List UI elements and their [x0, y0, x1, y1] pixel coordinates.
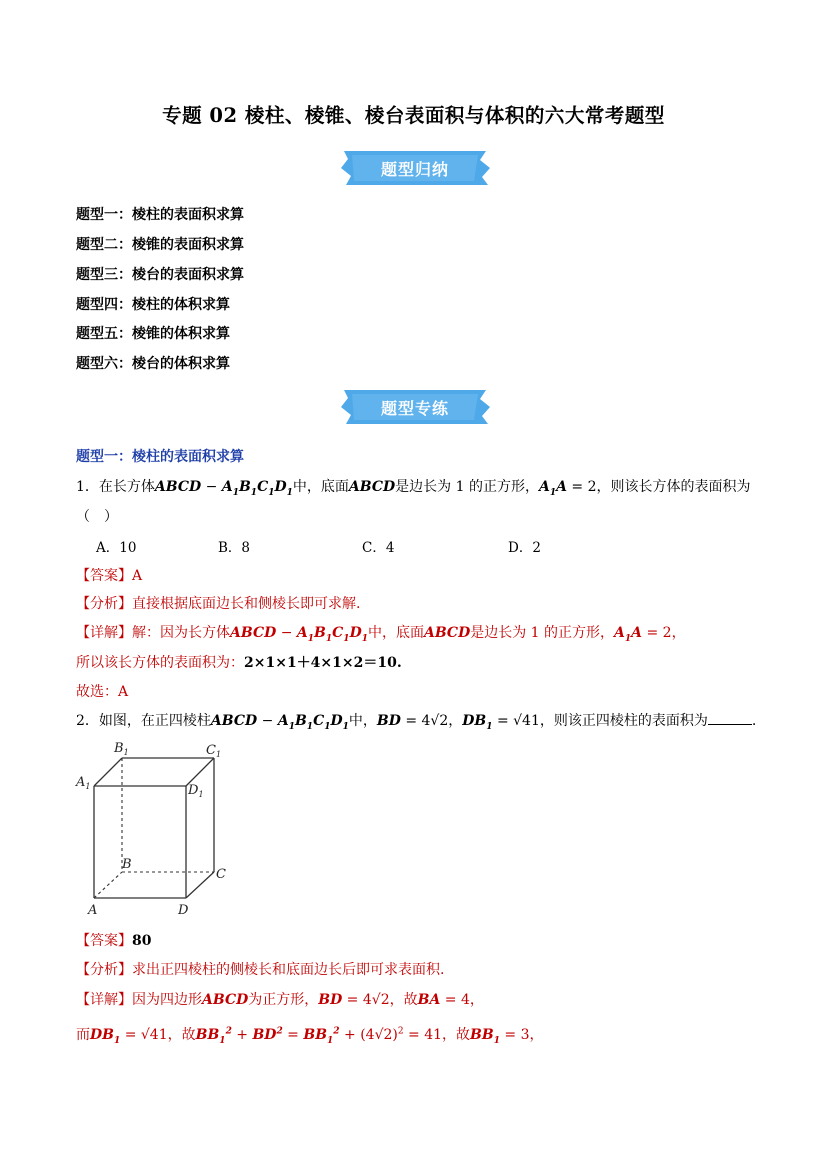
q2-answer: 【答案】80 [76, 933, 152, 949]
cuboid-figure [74, 738, 234, 918]
banner-summary [336, 148, 494, 188]
q1-answer: 【答案】A [76, 568, 143, 584]
q1-option-c: C．4 [362, 540, 395, 556]
category-item: 题型二：棱锥的表面积求算 [76, 237, 244, 253]
category-item: 题型三：棱台的表面积求算 [76, 267, 244, 283]
category-item: 题型五：棱锥的体积求算 [76, 326, 230, 342]
q1-option-b: B．8 [218, 540, 251, 556]
category-item: 题型六：棱台的体积求算 [76, 356, 230, 372]
banner-practice [336, 387, 494, 427]
banner-practice-label: 题型专练 [380, 399, 449, 418]
q2-detail-cont: 而$DB_1 = √41$，故$BB_1^2 + BD^2 = BB_1^2 + (4√2)^2 = 41$，故$BB_1 = 3$， [76, 1026, 544, 1046]
q1-choose: 故选：A [76, 684, 129, 700]
q1-option-a: A．10 [96, 540, 137, 556]
label-c1: $C_1$ [206, 743, 222, 759]
label-b1: $B_1$ [114, 741, 129, 757]
label-d1: $D_1$ [188, 783, 204, 799]
label-a: A [88, 903, 98, 918]
answer-blank [708, 712, 752, 725]
q2-stem: 2．如图，在正四棱柱ABCD − $A_1B_1C_1D_1$中，BD = 4√2，$DB_1 = √41$，则该正四棱柱的表面积为 . [76, 713, 757, 732]
banner-summary-label: 题型归纳 [380, 160, 449, 179]
label-d: D [178, 903, 189, 918]
category-item: 题型一：棱柱的表面积求算 [76, 207, 244, 223]
label-c: C [216, 867, 226, 882]
page-title: 专题 02 棱柱、棱锥、棱台表面积与体积的六大常考题型 [162, 104, 665, 127]
section-heading: 题型一：棱柱的表面积求算 [76, 449, 244, 465]
q1-detail-cont: 所以该长方体的表面积为：2×1×1＋4×1×2＝10. [76, 655, 402, 671]
q1-paren: （ ） [76, 509, 118, 525]
q1-stem: 1．在长方体ABCD − $A_1B_1C_1D_1$中，底面ABCD是边长为 1 的正方形，$A_1A = 2$，则该长方体的表面积为 [76, 479, 751, 498]
label-a1: $A_1$ [76, 775, 91, 791]
category-item: 题型四：棱柱的体积求算 [76, 297, 230, 313]
q2-analysis: 【分析】求出正四棱柱的侧棱长和底面边长后即可求表面积. [76, 962, 445, 978]
label-b: B [122, 857, 132, 872]
q1-option-d: D．2 [508, 540, 541, 556]
q1-analysis: 【分析】直接根据底面边长和侧棱长即可求解. [76, 596, 361, 612]
q1-detail: 【详解】解：因为长方体ABCD − $A_1B_1C_1D_1$中，底面ABCD是边长为 1 的正方形，$A_1A = 2$， [76, 625, 686, 644]
q2-detail: 【详解】因为四边形ABCD为正方形，BD = 4√2，故BA = 4， [76, 992, 484, 1008]
